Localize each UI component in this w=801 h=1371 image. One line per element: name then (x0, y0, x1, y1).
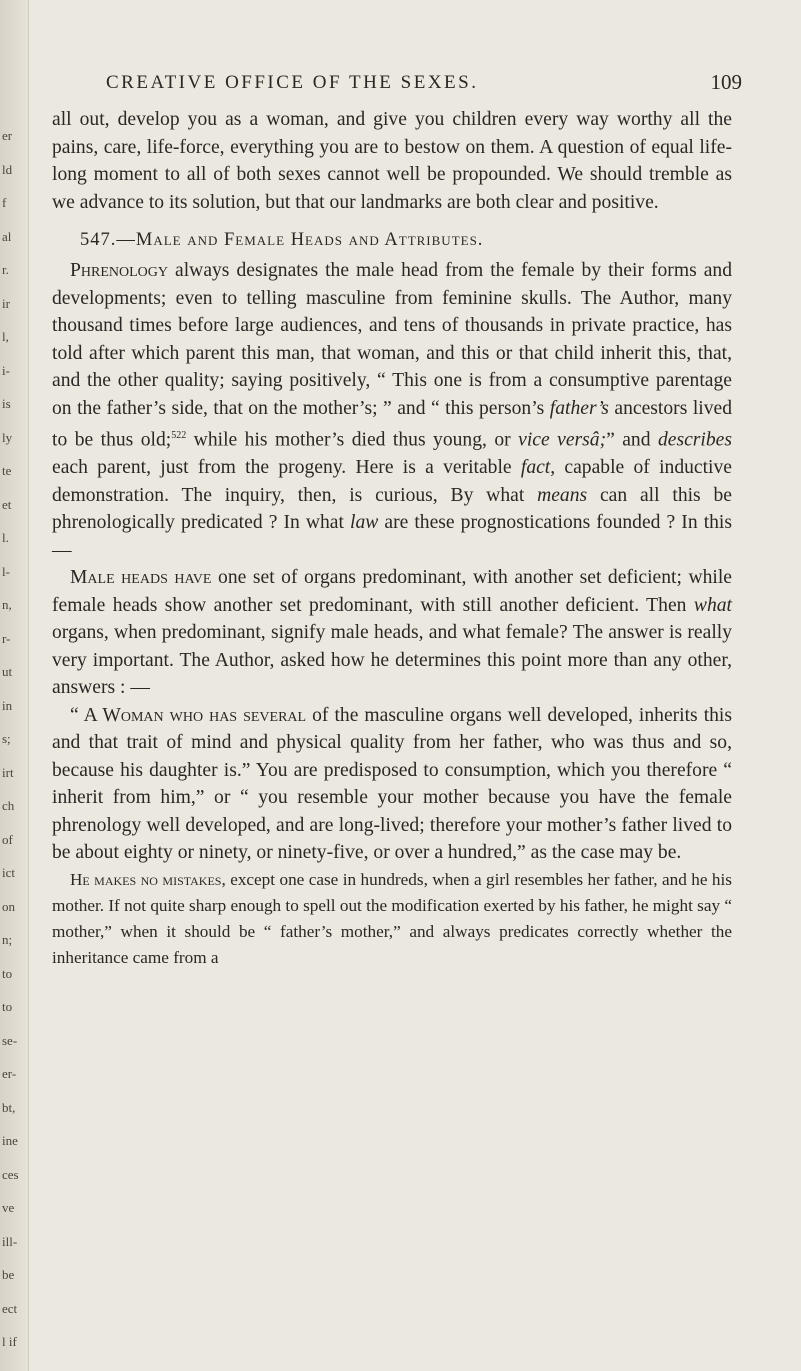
gutter-fragment: irt (2, 764, 14, 780)
gutter-fragment: l if (2, 1334, 17, 1349)
paragraph-lead: “ A Woman who has several (70, 704, 307, 726)
note-reference: 522 (171, 430, 187, 441)
emphasis: describes (657, 429, 732, 451)
gutter-fragment: bt, (2, 1099, 16, 1115)
gutter-fragment: to (2, 965, 13, 981)
gutter-fragment: on (2, 898, 15, 914)
gutter-fragment: ine (2, 1133, 18, 1148)
gutter-fragment: r. (2, 262, 9, 277)
paragraph-phrenology: Phrenology always designates the male head from the female by their forms and developments; even to telling masculine from feminine skulls. The Author, many thousand times before large audiences, and tens of thousands in private practice, has told after which parent this man, that woman, and this or that child inherit this, that, and the other quality; saying positively, “ This one is from a consumptive parentage on the father’s side, that on the mother’s; ” and “ this person’s father’s ancestors lived to be thus old;$^{522}$ while his mother’s died thus young, or vice versâ;” and describes each parent, just from the progeny. Here is a veritable fact, capable of inductive demonstration. The inquiry, then, is curious, By what means can all this be phrenologically predicated ? In what law are these prognostications founded ? In this— (52, 260, 733, 561)
section-title: Male and Female Heads and Attributes. (135, 230, 484, 250)
gutter-fragment: ve (2, 1200, 15, 1215)
emphasis: law (350, 512, 379, 534)
paragraph-lead: He makes no mistakes, (70, 869, 226, 889)
paragraph-lead: Phrenology (70, 260, 169, 281)
gutter-fragment: n; (2, 932, 13, 947)
gutter-fragment: ch (2, 798, 15, 813)
emphasis: what (693, 594, 732, 616)
gutter-fragment: l. (2, 530, 9, 545)
gutter-fragment: i- (2, 362, 10, 378)
gutter-fragment: to (2, 999, 13, 1014)
emphasis: fact, (520, 457, 556, 479)
gutter-fragment: er- (2, 1066, 17, 1081)
gutter-fragment: ld (2, 161, 13, 177)
paragraph-lead: Male heads have (70, 567, 212, 589)
gutter-fragment: ect (2, 1300, 18, 1316)
section-number: 547.— (80, 230, 136, 250)
gutter-fragment: te (2, 463, 12, 478)
adjacent-page-margin (0, 0, 29, 1371)
running-title: CREATIVE OFFICE OF THE SEXES. (106, 72, 479, 93)
gutter-fragment: l- (2, 563, 10, 579)
gutter-fragment: ut (2, 664, 13, 679)
gutter-fragment: et (2, 496, 12, 512)
gutter-fragment: n, (2, 597, 12, 612)
gutter-fragment: er (2, 128, 13, 143)
gutter-fragment: se- (2, 1032, 18, 1048)
emphasis: vice versâ; (518, 429, 607, 451)
paragraph-male-heads: Male heads have one set of organs predominant, with another set deficient; while female heads show another set predominant, with still another deficient. Then what organs, when predominant, signify male heads, and what female? The answer is really very important. The Author, asked how he determines this point more than any other, answers : — (52, 567, 732, 699)
book-page (52, 70, 742, 971)
gutter-fragment: of (2, 831, 13, 847)
gutter-fragment: r- (2, 630, 11, 646)
gutter-fragment: f (2, 195, 7, 210)
paragraph-woman-quote: “ A Woman who has several of the masculine organs well developed, inherits this and that trait of mind and physical quality from her father, who was thus and so, because his daughter is.” You are predisposed to consumption, which you therefore “ inherit from him,” or “ you resemble your mother because you have the female phrenology well developed, and are long-lived; therefore your mother’s father lived to be about eighty or ninety, or ninety-five, or over a hundred,” as the case may be. (52, 704, 733, 864)
gutter-fragment: al (2, 228, 12, 244)
gutter-fragment: ill- (2, 1233, 18, 1249)
gutter-fragment: ly (2, 429, 13, 445)
page-number: 109 (710, 70, 742, 94)
gutter-fragment: ces (2, 1166, 19, 1182)
gutter-fragment: be (2, 1267, 15, 1282)
gutter-fragment: ir (2, 295, 10, 311)
section-heading (80, 230, 732, 251)
paragraph-no-mistakes: He makes no mistakes, except one case in hundreds, when a girl resembles her father, and he his mother. If not quite sharp enough to spell out the modification exerted by his father, he might say “ mother,” when it should be “ father’s mother,” and always predicates correctly whether the inheritance came from a (52, 869, 732, 967)
gutter-fragment: is (2, 396, 11, 411)
gutter-fragment: s; (2, 731, 11, 746)
emphasis: father’s (549, 397, 609, 419)
gutter-fragment: l, (2, 329, 9, 344)
emphasis: means (537, 484, 588, 506)
gutter-fragment: in (2, 697, 13, 713)
running-head (52, 70, 742, 106)
paragraph-continuation: all out, develop you as a woman, and give you children every way worthy all the pains, care, life-force, everything you are to bestow on them. A question of equal life-long moment to all of both sexes cannot well be propounded. We should tremble as we advance to its solution, but that our landmarks are both clear and positive. (52, 109, 732, 213)
gutter-fragment: ict (2, 865, 15, 880)
